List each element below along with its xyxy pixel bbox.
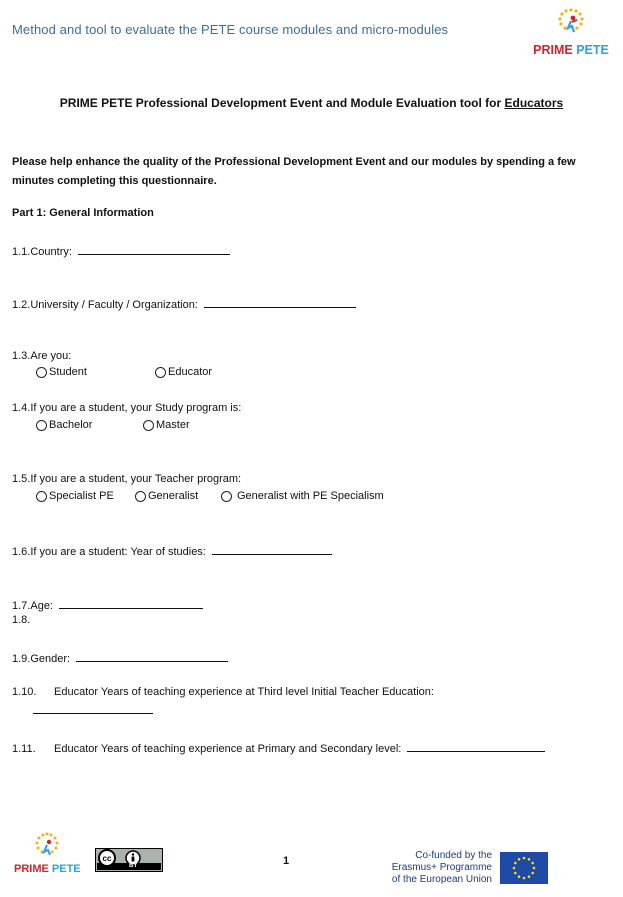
gender-field[interactable] bbox=[76, 650, 228, 662]
erasmus-line: of the European Union bbox=[391, 874, 492, 885]
option-label: Student bbox=[49, 366, 87, 378]
erasmus-line: Co-funded by the bbox=[415, 850, 492, 861]
question-label: Gender: bbox=[30, 653, 71, 665]
radio-icon[interactable] bbox=[155, 367, 166, 378]
radio-icon[interactable] bbox=[36, 420, 47, 431]
option-educator[interactable] bbox=[155, 366, 212, 378]
option-label: Educator bbox=[168, 366, 213, 378]
stars-figure-icon bbox=[14, 830, 80, 858]
option-master[interactable] bbox=[143, 419, 190, 431]
svg-text:cc: cc bbox=[102, 854, 112, 863]
question-label: If you are a student, your Study program is: bbox=[30, 402, 242, 414]
radio-icon[interactable] bbox=[221, 491, 232, 502]
question-1-8 bbox=[12, 614, 30, 626]
option-label: Master bbox=[156, 419, 190, 431]
question-label: Are you: bbox=[30, 350, 72, 362]
question-1-9 bbox=[12, 650, 228, 665]
logo-pete-text: PETE bbox=[51, 863, 81, 875]
option-generalist[interactable] bbox=[135, 490, 198, 502]
organization-field[interactable] bbox=[204, 296, 356, 308]
question-number: 1.4. bbox=[12, 402, 31, 414]
stars-figure-icon bbox=[530, 6, 612, 36]
page-number: 1 bbox=[283, 855, 290, 867]
question-1-6 bbox=[12, 543, 332, 558]
document-title-prefix: PRIME PETE Professional Development Event and Module Evaluation tool for bbox=[59, 96, 505, 110]
question-number: 1.1. bbox=[12, 246, 31, 258]
question-number: 1.2. bbox=[12, 299, 31, 311]
question-number: 1.11. bbox=[12, 743, 36, 755]
question-1-7 bbox=[12, 597, 203, 612]
prime-pete-logo bbox=[530, 6, 612, 56]
radio-icon[interactable] bbox=[36, 367, 47, 378]
question-label: If you are a student, your Teacher program: bbox=[30, 473, 242, 485]
question-1-2 bbox=[12, 296, 356, 311]
age-field[interactable] bbox=[59, 597, 203, 609]
option-label: Generalist bbox=[148, 490, 199, 502]
logo-pete-text: PETE bbox=[576, 43, 609, 57]
document-title bbox=[0, 96, 623, 110]
radio-icon[interactable] bbox=[36, 491, 47, 502]
question-label: University / Faculty / Organization: bbox=[30, 299, 198, 311]
question-1-5 bbox=[12, 473, 241, 485]
document-title-underlined: Educators bbox=[504, 96, 564, 110]
radio-icon[interactable] bbox=[135, 491, 146, 502]
question-label: Country: bbox=[30, 246, 72, 258]
logo-prime-text: PRIME bbox=[533, 43, 573, 57]
erasmus-line: Erasmus+ Programme bbox=[391, 862, 492, 873]
logo-prime-text: PRIME bbox=[14, 863, 49, 875]
question-number: 1.3. bbox=[12, 350, 31, 362]
footer-prime-pete-logo bbox=[14, 830, 80, 874]
eu-flag-icon bbox=[500, 852, 548, 884]
intro-text: Please help enhance the quality of the Professional Development Event and our modules by spending a few minutes completing this questionnaire. bbox=[12, 156, 576, 187]
question-number: 1.9. bbox=[12, 653, 31, 665]
year-of-studies-field[interactable] bbox=[212, 543, 332, 555]
header-title: Method and tool to evaluate the PETE course modules and micro-modules bbox=[12, 22, 449, 37]
option-specialist-pe[interactable] bbox=[36, 490, 114, 502]
question-number: 1.5. bbox=[12, 473, 31, 485]
question-number: 1.8. bbox=[12, 614, 31, 626]
question-label: Educator Years of teaching experience at Primary and Secondary level: bbox=[54, 743, 402, 755]
question-number: 1.7. bbox=[12, 600, 31, 612]
question-1-3 bbox=[12, 350, 71, 362]
question-1-11 bbox=[12, 740, 545, 755]
cc-by-label: BY bbox=[129, 863, 138, 869]
primary-secondary-experience-field[interactable] bbox=[407, 740, 545, 752]
option-label: Generalist with PE Specialism bbox=[237, 490, 384, 502]
question-label: If you are a student: Year of studies: bbox=[30, 546, 206, 558]
question-number: 1.10. bbox=[12, 686, 37, 698]
creative-commons-badge bbox=[95, 848, 163, 872]
radio-icon[interactable] bbox=[143, 420, 154, 431]
option-bachelor[interactable] bbox=[36, 419, 92, 431]
option-label: Bachelor bbox=[49, 419, 93, 431]
question-label: Age: bbox=[30, 600, 53, 612]
question-1-4 bbox=[12, 402, 241, 414]
question-1-10 bbox=[12, 686, 434, 698]
part1-heading: Part 1: General Information bbox=[12, 207, 154, 219]
question-label: Educator Years of teaching experience at Third level Initial Teacher Education: bbox=[54, 686, 434, 698]
erasmus-cofunded-text bbox=[370, 850, 492, 886]
question-number: 1.6. bbox=[12, 546, 31, 558]
question-1-1 bbox=[12, 243, 230, 258]
option-label: Specialist PE bbox=[49, 490, 114, 502]
country-field[interactable] bbox=[78, 243, 230, 255]
third-level-experience-field[interactable] bbox=[33, 702, 153, 714]
option-student[interactable] bbox=[36, 366, 87, 378]
option-generalist-with-pe[interactable] bbox=[221, 490, 384, 502]
